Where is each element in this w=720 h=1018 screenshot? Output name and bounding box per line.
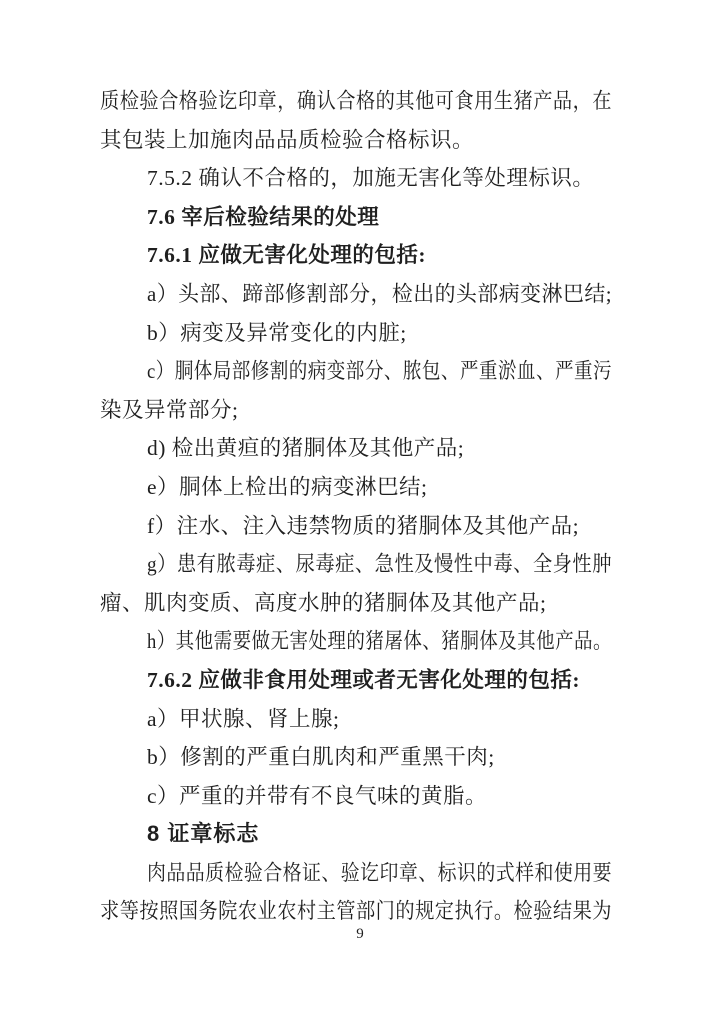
line-text: 肉品品质检验合格证、验讫印章、标识的式样和使用要 xyxy=(147,860,612,885)
heading-7-6 xyxy=(100,198,612,237)
para-8-line-1 xyxy=(100,854,612,893)
list-7-6-1-item-h xyxy=(100,622,612,661)
list-7-6-2-item-a xyxy=(100,700,612,739)
line-text: a）甲状腺、肾上腺; xyxy=(147,706,340,731)
list-7-6-1-item-c-line-1 xyxy=(100,352,612,391)
list-7-6-1-item-b xyxy=(100,314,612,353)
list-7-6-1-item-g-line-1 xyxy=(100,545,612,584)
list-7-6-2-item-b xyxy=(100,738,612,777)
line-text: 其包装上加施肉品品质检验合格标识。 xyxy=(100,127,475,152)
heading-8 xyxy=(100,815,612,854)
line-text: b）修割的严重白肌肉和严重黑干肉; xyxy=(147,745,495,770)
text-content xyxy=(100,82,612,931)
list-7-6-1-item-c-line-2 xyxy=(100,391,612,430)
heading-text: 7.6.1 应做无害化处理的包括: xyxy=(147,243,427,268)
heading-7-6-2 xyxy=(100,661,612,700)
heading-7-6-1 xyxy=(100,236,612,275)
line-text: a）头部、蹄部修割部分，检出的头部病变淋巴结; xyxy=(147,281,612,306)
heading-text: 8 证章标志 xyxy=(147,821,260,847)
line-text: e）胴体上检出的病变淋巴结; xyxy=(147,474,428,499)
line-text: 瘤、肌肉变质、高度水肿的猪胴体及其他产品; xyxy=(100,590,547,615)
line-text: 7.5.2 确认不合格的，加施无害化等处理标识。 xyxy=(147,166,595,191)
para-7-5-1-continuation-line-1 xyxy=(100,82,612,121)
line-text: c）严重的并带有不良气味的黄脂。 xyxy=(147,783,488,808)
line-text: c）胴体局部修割的病变部分、脓包、严重淤血、严重污 xyxy=(147,359,612,384)
line-text: g）患有脓毒症、尿毒症、急性及慢性中毒、全身性肿 xyxy=(147,552,612,577)
line-text: 染及异常部分; xyxy=(100,397,239,422)
line-text: 质检验合格验讫印章，确认合格的其他可食用生猪产品，在 xyxy=(100,89,612,113)
line-text: d) 检出黄疸的猪胴体及其他产品; xyxy=(147,436,465,461)
line-text: f）注水、注入违禁物质的猪胴体及其他产品; xyxy=(147,513,580,538)
list-7-6-2-item-c xyxy=(100,777,612,816)
heading-text: 7.6 宰后检验结果的处理 xyxy=(147,204,380,229)
list-7-6-1-item-f xyxy=(100,507,612,546)
line-text: b）病变及异常变化的内脏; xyxy=(147,320,407,345)
para-7-5-1-continuation-line-2 xyxy=(100,121,612,160)
list-7-6-1-item-d xyxy=(100,429,612,468)
list-7-6-1-item-e xyxy=(100,468,612,507)
line-text: h）其他需要做无害处理的猪屠体、猪胴体及其他产品。 xyxy=(147,629,612,654)
line-text: 求等按照国务院农业农村主管部门的规定执行。检验结果为 xyxy=(100,899,612,924)
page-number: 9 xyxy=(356,926,364,942)
list-7-6-1-item-a xyxy=(100,275,612,314)
heading-text: 7.6.2 应做非食用处理或者无害化处理的包括: xyxy=(147,667,581,692)
para-7-5-2 xyxy=(100,159,612,198)
list-7-6-1-item-g-line-2 xyxy=(100,584,612,623)
